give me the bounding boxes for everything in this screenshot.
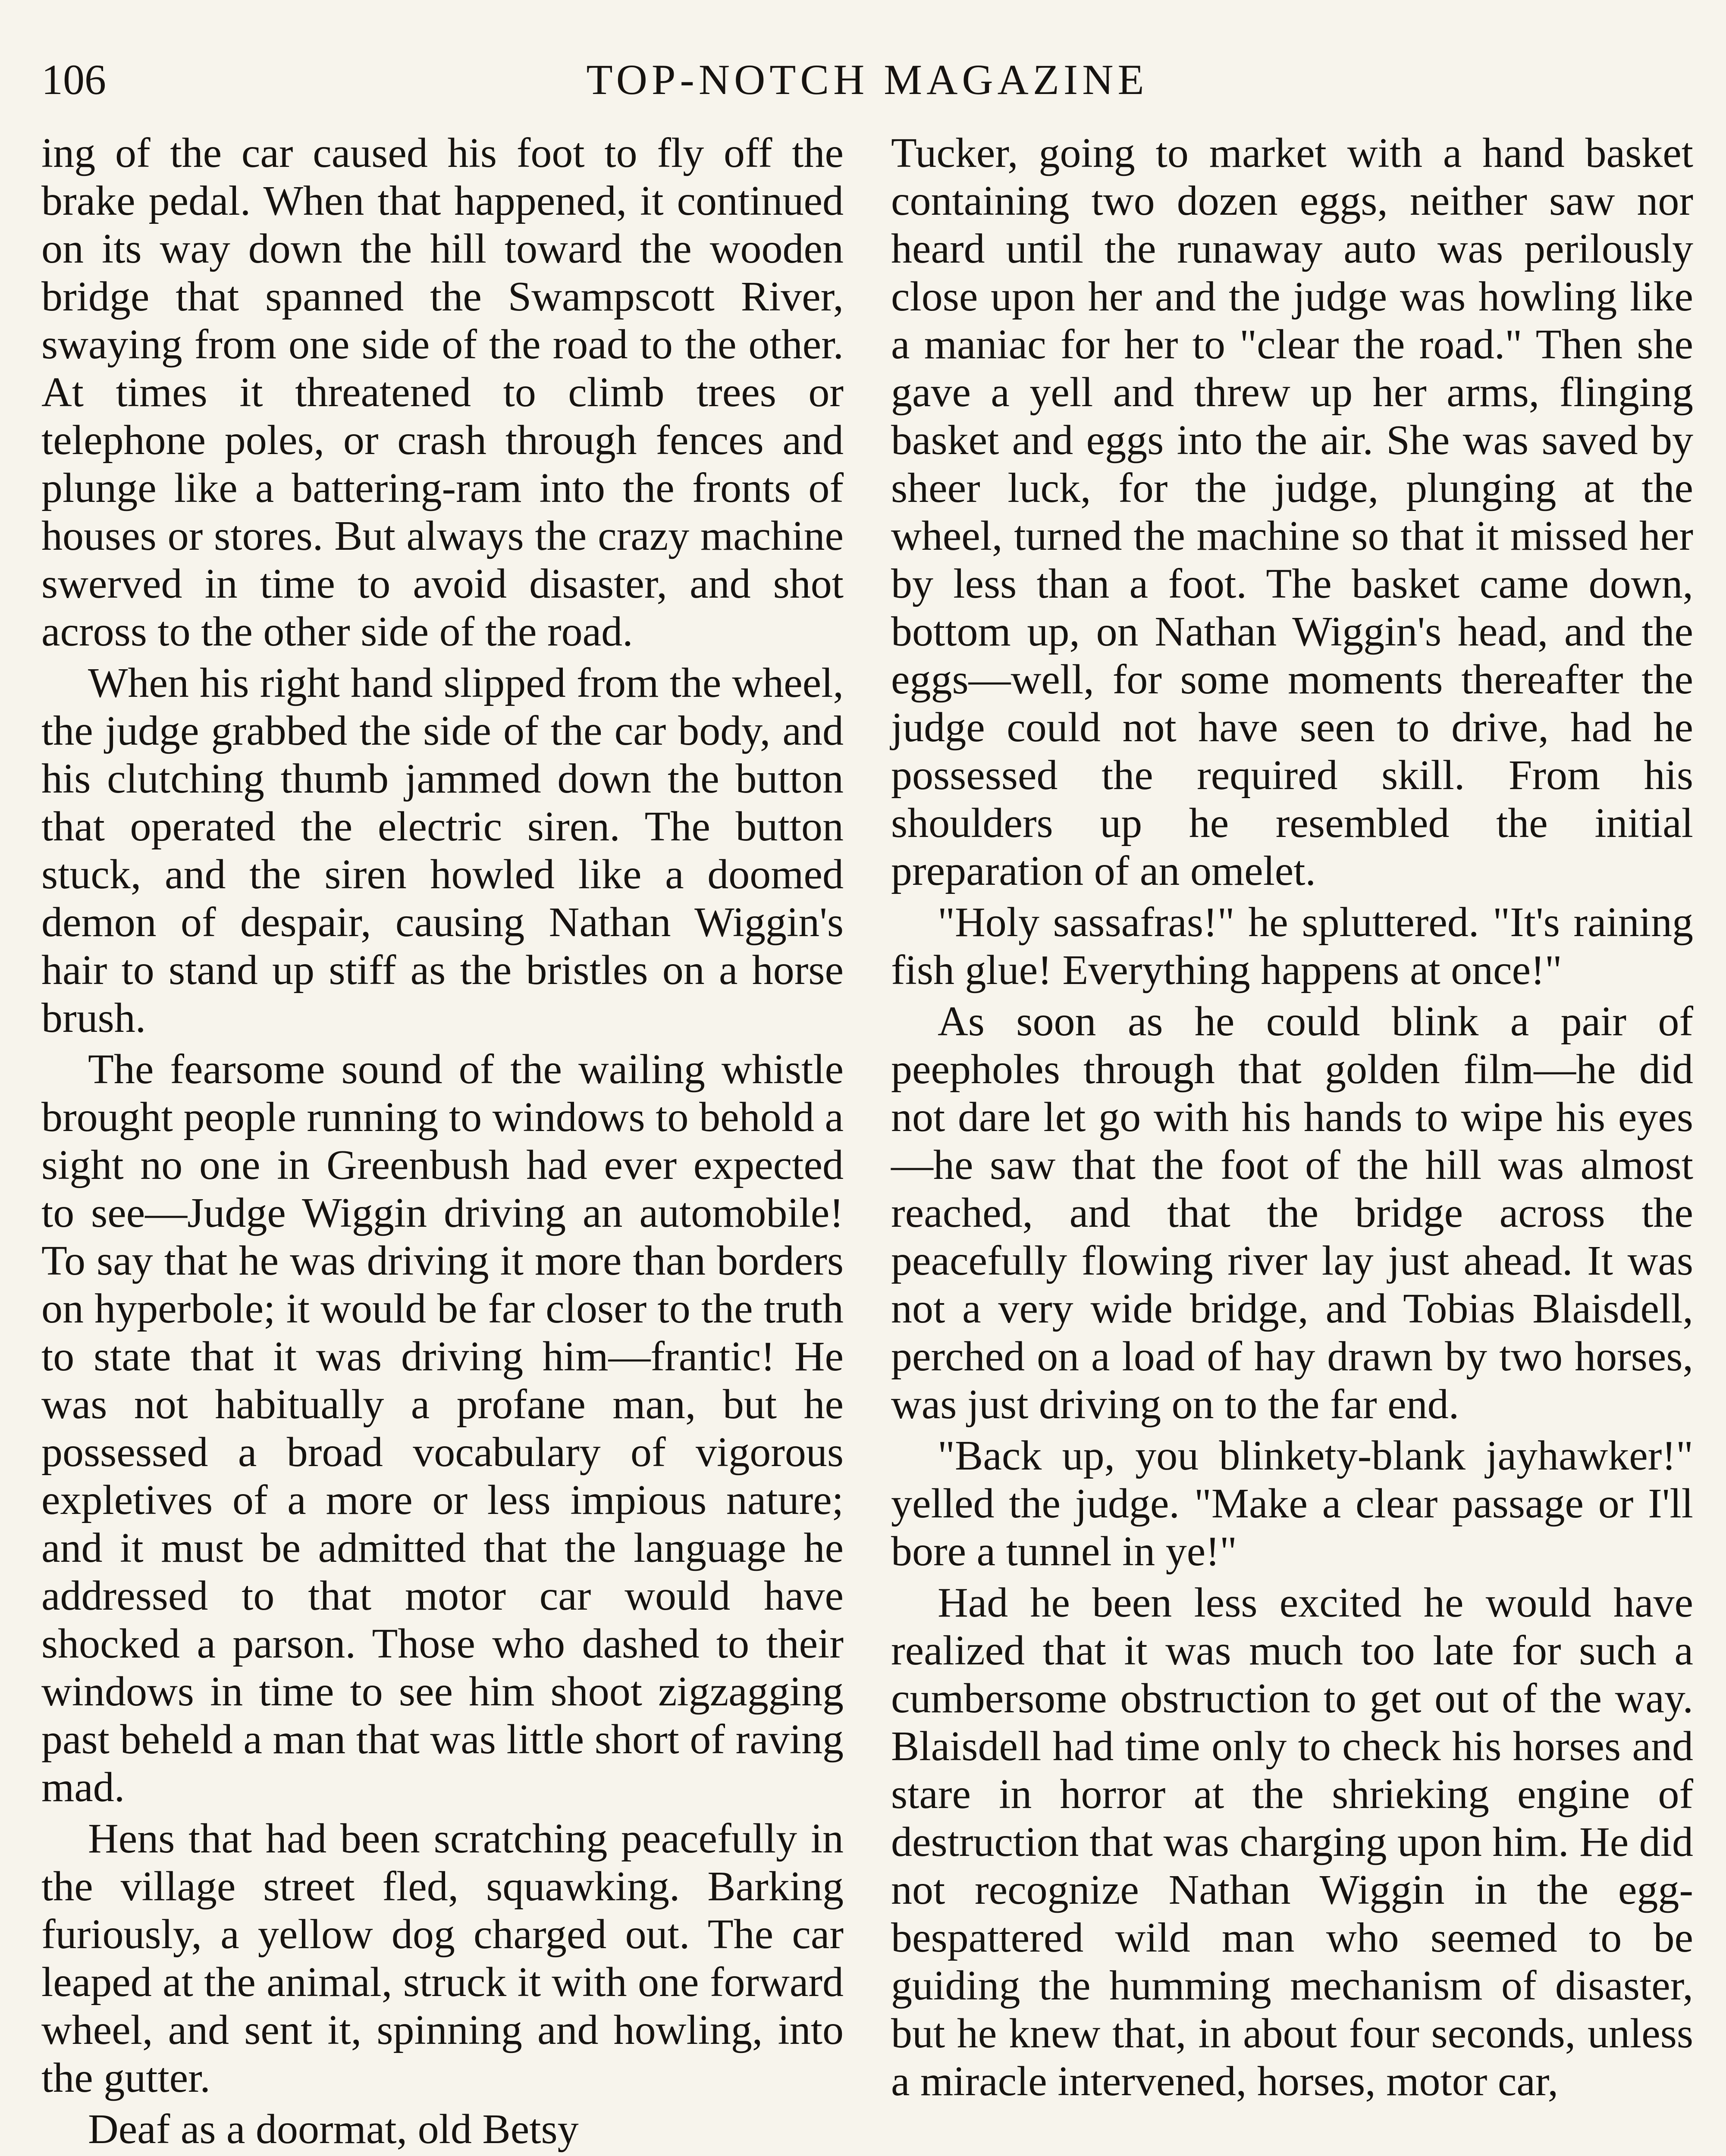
paragraph: Hens that had been scratching peacefully in the village street fled, squawking. Barking furiously, a yellow dog charged out. The car leaped at the animal, struck it with one forward wheel, and sent it, spinning and howling, into the gutter.: [41, 1815, 844, 2101]
page-header: [41, 52, 1693, 108]
paragraph: Had he been less excited he would have realized that it was much too late for such a cumbersome obstruction to get out of the way. Blaisdell had time only to check his horses and stare in horror at the shrieking engine of destruction that was charging upon him. He did not recognize Nathan Wiggin in the egg-bespattered wild man who seemed to be guiding the humming mechanism of disaster, but he knew that, in about four seconds, unless a miracle intervened, horses, motor car,: [891, 1579, 1693, 2105]
paragraph: Tucker, going to market with a hand basket containing two dozen eggs, neither saw nor heard until the runaway auto was perilously close upon her and the judge was howling like a maniac for her to "clear the road." Then she gave a yell and threw up her arms, flinging basket and eggs into the air. She was saved by sheer luck, for the judge, plunging at the wheel, turned the machine so that it missed her by less than a foot. The basket came down, bottom up, on Nathan Wiggin's head, and the eggs—well, for some moments thereafter the judge could not have seen to drive, had he possessed the required skill. From his shoulders up he resembled the initial preparation of an omelet.: [891, 130, 1693, 894]
paragraph: "Holy sassafras!" he spluttered. "It's raining fish glue! Everything happens at once!": [891, 899, 1693, 993]
paragraph: "Back up, you blinkety-blank jayhawker!" yelled the judge. "Make a clear passage or I'll bore a tunnel in ye!": [891, 1432, 1693, 1575]
paragraph: ing of the car caused his foot to fly off the brake pedal. When that happened, it continued on its way down the hill toward the wooden bridge that spanned the Swampscott River, swaying from one side of the road to the other. At times it threatened to climb trees or telephone poles, or crash through fences and plunge like a battering-ram into the fronts of houses or stores. But always the crazy machine swerved in time to avoid disaster, and shot across to the other side of the road.: [41, 130, 844, 655]
paragraph: When his right hand slipped from the wheel, the judge grabbed the side of the car body, and his clutching thumb jammed down the button that operated the electric siren. The button stuck, and the siren howled like a doomed demon of despair, causing Nathan Wiggin's hair to stand up stiff as the bristles on a horse brush.: [41, 660, 844, 1041]
right-column: [891, 129, 1693, 2106]
paragraph: As soon as he could blink a pair of peepholes through that golden film—he did not dare let go with his hands to wipe his eyes—he saw that the foot of the hill was almost reached, and that the bridge across the peacefully flowing river lay just ahead. It was not a very wide bridge, and Tobias Blaisdell, perched on a load of hay drawn by two horses, was just driving on to the far end.: [891, 998, 1693, 1428]
running-title: TOP-NOTCH MAGAZINE: [586, 56, 1149, 103]
left-column: [41, 129, 844, 2153]
page-number: 106: [41, 56, 106, 103]
paragraph: Deaf as a doormat, old Betsy: [88, 2106, 579, 2153]
paragraph: The fearsome sound of the wailing whistle brought people running to windows to behold a sight no one in Greenbush had ever expected to see—Judge Wiggin driving an automobile! To say that he was driving it more than borders on hyperbole; it would be far closer to the truth to state that it was driving him—frantic! He was not habitually a profane man, but he possessed a broad vocabulary of vigorous expletives of a more or less impious nature; and it must be admitted that the language he addressed to that motor car would have shocked a parson. Those who dashed to their windows in time to see him shoot zigzagging past beheld a man that was little short of raving mad.: [41, 1046, 844, 1811]
